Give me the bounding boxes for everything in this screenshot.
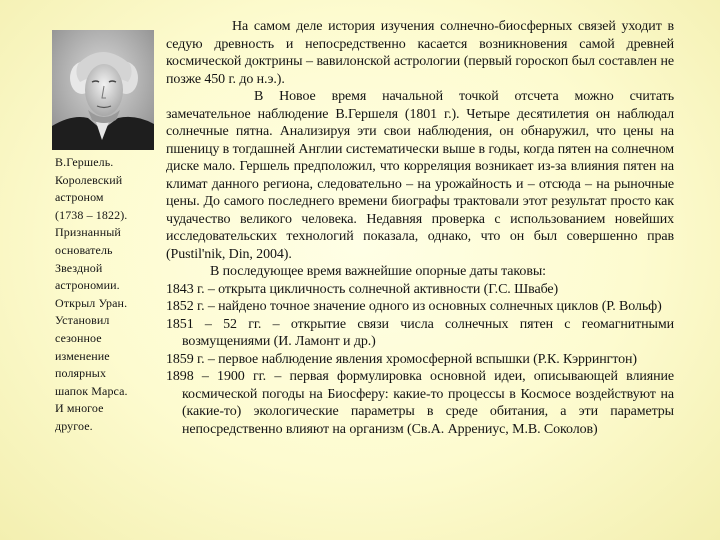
caption-line: другое.: [55, 418, 93, 433]
date-item-text: 1859 г. – первое наблюдение явления хромосферной вспышки (Р.К. Кэррингтон): [166, 351, 637, 367]
portrait-herschel: [52, 30, 154, 150]
date-item: [166, 281, 674, 299]
caption-line: Звездной: [55, 260, 103, 275]
paragraph-history: На самом деле история изучения солнечно-биосферных связей уходит в седую древность и непосредственно касается возникновения самой древней космической доктрины – вавилонской астрологии (первый гороскоп был составлен не позже 450 г. до н.э.).: [166, 19, 674, 87]
caption-line: изменение: [55, 348, 110, 363]
portrait-caption: [55, 154, 155, 436]
caption-line: Открыл Уран.: [55, 295, 128, 310]
caption-line: (1738 – 1822).: [55, 207, 128, 222]
date-item-text: 1851 – 52 гг. – открытие связи числа солнечных пятен с геомагнитными возмущениями (И. Ламонт и др.): [166, 316, 674, 349]
dates-list: [166, 281, 674, 439]
caption-line: В.Гершель.: [55, 155, 114, 169]
caption-line: основатель: [55, 242, 113, 257]
caption-line: Признанный: [55, 225, 121, 240]
caption-line: астрономии.: [55, 278, 120, 293]
date-item: [166, 368, 674, 438]
caption-line: шапок Марса.: [55, 383, 128, 398]
caption-line: И многое: [55, 401, 104, 416]
caption-line: астроном: [55, 190, 104, 205]
date-item: [166, 316, 674, 351]
caption-line: Королевский: [55, 172, 123, 187]
date-item-text: 1852 г. – найдено точное значение одного из основных солнечных циклов (Р. Вольф): [166, 299, 662, 314]
caption-line: Установил: [55, 313, 110, 328]
paragraph-dates-intro: В последующее время важнейшие опорные даты таковы:: [210, 264, 546, 279]
portrait-image: [52, 30, 154, 150]
main-text: [166, 18, 674, 438]
date-item: [166, 351, 674, 369]
paragraph-herschel: В Новое время начальной точкой отсчета можно считать замечательное наблюдение В.Гершеля (1801 г.). Четыре десятилетия он наблюдал солнечные пятна. Анализируя эти свои наблюдения, он обнаружил, что цены на пшеницу в тогдашней Англии систематически выше в годы, когда пятен на солнечном диске мало. Гершель предположил, что корреляция возникает из-за влияния пятен на климат данного региона, следовательно – на урожайность и – отсюда – на рыночные цены. До самого последнего времени биографы трактовали этот результат просто как чудачество великого человека. Недавняя проверка с использованием новейших исследовательских технологий показала, однако, что он был совершенно прав (Pustil'nik, Din, 2004).: [166, 89, 674, 262]
date-item-text: 1898 – 1900 гг. – первая формулировка основной идеи, описывающей влияние космической погоды на Биосферу: какие-то процессы в Космосе воздействуют на (какие-то) экологические параметры в среде обитания, а эти параметры непосредственно влияют на организм (Св.А. Аррениус, М.В. Соколов): [166, 369, 674, 437]
caption-line: сезонное: [55, 330, 102, 345]
date-item: [166, 298, 674, 316]
date-item-text: 1843 г. – открыта цикличность солнечной активности (Г.С. Швабе): [166, 281, 559, 297]
caption-line: полярных: [55, 366, 107, 381]
